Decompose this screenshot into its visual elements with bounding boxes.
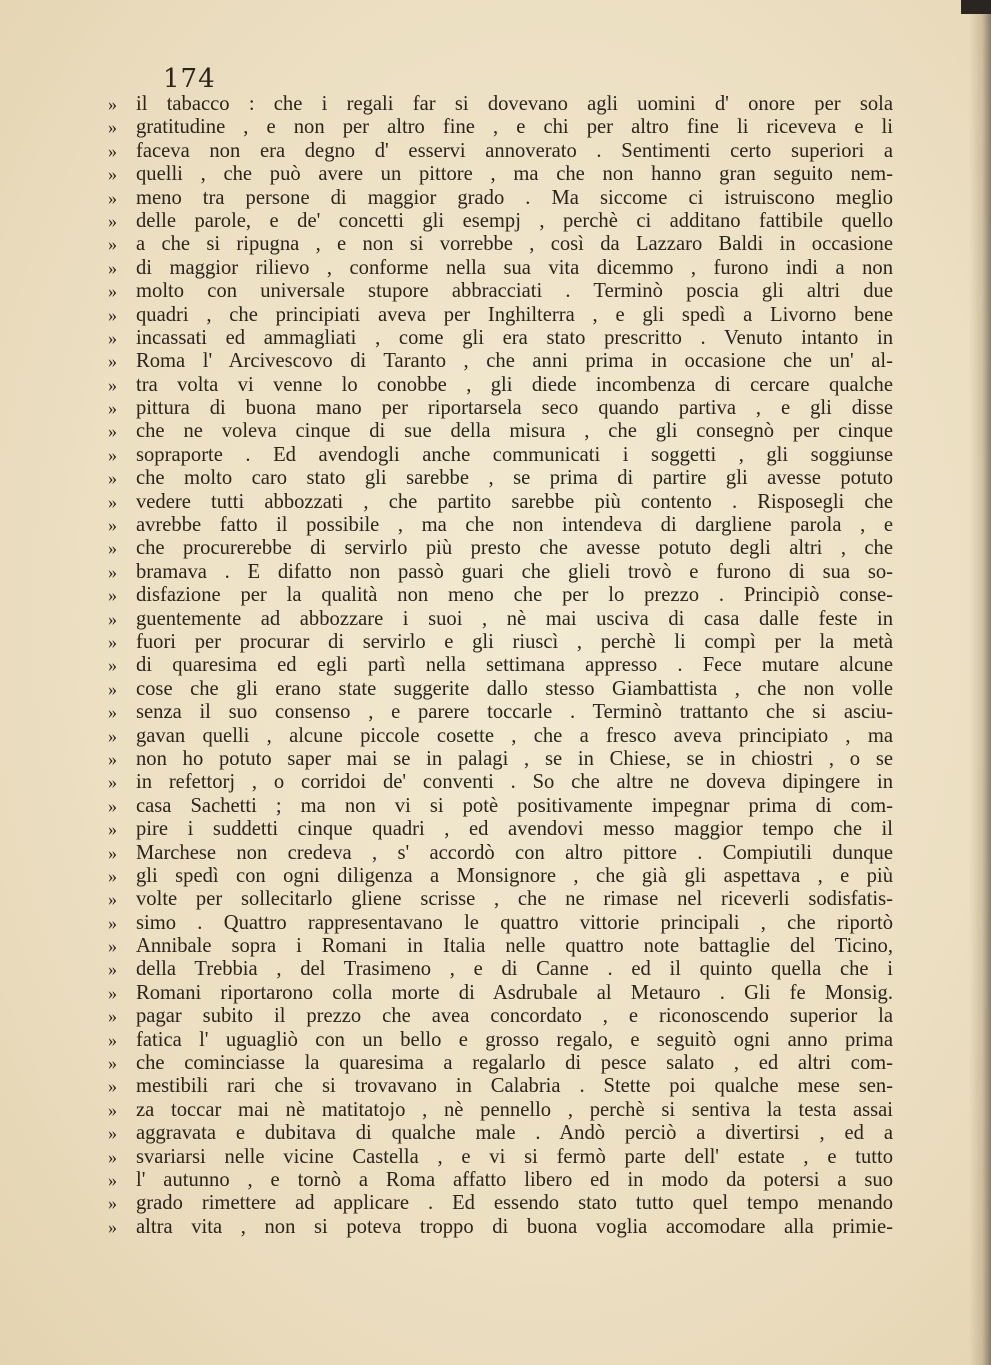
line-text: grado rimettere ad applicare . Ed essendo stato tutto quel tempo menando: [136, 1192, 893, 1215]
text-line: [108, 958, 893, 981]
line-text: senza il suo consenso , e parere toccarle . Terminò trattanto che si asciu-: [136, 701, 893, 724]
quote-mark: »: [108, 912, 117, 933]
line-text: quadri , che principiati aveva per Inghilterra , e gli spedì a Livorno bene: [136, 303, 893, 326]
line-text: disfazione per la qualità non meno che per lo prezzo . Principiò conse-: [136, 584, 893, 607]
text-line: [108, 1216, 893, 1239]
quote-mark: »: [108, 210, 117, 231]
quote-mark: »: [108, 304, 117, 325]
quote-mark: »: [108, 234, 117, 255]
text-line: [108, 795, 893, 818]
line-text: quelli , che può avere un pittore , ma che non hanno gran seguito nem-: [136, 163, 893, 186]
text-line: [108, 935, 893, 958]
text-line: [108, 280, 893, 303]
text-line: [108, 654, 893, 677]
text-line: [108, 514, 893, 537]
line-text: meno tra persone di maggior grado . Ma siccome ci istruiscono meglio: [136, 186, 893, 209]
text-line: [108, 491, 893, 514]
quote-mark: »: [108, 631, 117, 652]
text-line: [108, 771, 893, 794]
quote-mark: »: [108, 1123, 117, 1144]
line-text: aggravata e dubitava di qualche male . Andò perciò a divertirsi , ed a: [136, 1122, 893, 1145]
quote-mark: »: [108, 585, 117, 606]
line-text: bramava . E difatto non passò guari che glieli trovò e furono di sua so-: [136, 560, 893, 583]
quote-mark: »: [108, 889, 117, 910]
quote-mark: »: [108, 398, 117, 419]
quote-mark: »: [108, 374, 117, 395]
line-text: in refettorj , o corridoi de' conventi . So che altre ne doveva dipingere in: [136, 771, 893, 794]
line-text: gli spedì con ogni diligenza a Monsignore , che già gli aspettava , e più: [136, 864, 893, 887]
quote-mark: »: [108, 468, 117, 489]
text-line: [108, 748, 893, 771]
line-text: incassati ed ammagliati , come gli era stato prescritto . Venuto intanto in: [136, 326, 893, 349]
quote-mark: »: [108, 444, 117, 465]
quote-mark: »: [108, 1169, 117, 1190]
text-line: [108, 561, 893, 584]
line-text: cose che gli erano state suggerite dallo stesso Giambattista , che non volle: [136, 677, 893, 700]
line-text: mestibili rari che si trovavano in Calabria . Stette poi qualche mese sen-: [136, 1075, 893, 1098]
quote-mark: »: [108, 164, 117, 185]
quote-mark: »: [108, 257, 117, 278]
quote-mark: »: [108, 795, 117, 816]
quote-mark: »: [108, 982, 117, 1003]
line-text: altra vita , non si poteva troppo di buona voglia accomodare alla primie-: [136, 1215, 893, 1238]
text-line: [108, 327, 893, 350]
quote-mark: »: [108, 1053, 117, 1074]
quote-mark: »: [108, 281, 117, 302]
line-text: a che si ripugna , e non si vorrebbe , così da Lazzaro Baldi in occasione: [136, 233, 893, 256]
text-line: [108, 1029, 893, 1052]
line-text: gavan quelli , alcune piccole cosette , che a fresco aveva principiato , ma: [136, 724, 893, 747]
line-text: di maggior rilievo , conforme nella sua vita dicemmo , furono indi a non: [136, 256, 893, 279]
quote-mark: »: [108, 772, 117, 793]
text-line: [108, 912, 893, 935]
text-line: [108, 678, 893, 701]
text-line: [108, 116, 893, 139]
text-line: [108, 982, 893, 1005]
quote-mark: »: [108, 117, 117, 138]
quote-mark: »: [108, 748, 117, 769]
quote-mark: »: [108, 1006, 117, 1027]
quote-mark: »: [108, 1216, 117, 1237]
line-text: pagar subito il prezzo che avea concordato , e riconoscendo superior la: [136, 1005, 893, 1028]
quote-mark: »: [108, 94, 117, 114]
quote-mark: »: [108, 936, 117, 957]
line-text: guentemente ad abbozzare i suoi , nè mai usciva di casa dalle feste in: [136, 607, 893, 630]
line-text: che molto caro stato gli sarebbe , se prima di partire gli avesse potuto: [136, 467, 893, 490]
quote-mark: »: [108, 351, 117, 372]
quote-mark: »: [108, 819, 117, 840]
quote-mark: »: [108, 1029, 117, 1050]
line-text: che ne voleva cinque di sue della misura , che gli consegnò per cinque: [136, 420, 893, 443]
page-number: 174: [163, 64, 216, 94]
text-line: [108, 467, 893, 490]
scan-corner-mark: [961, 0, 991, 14]
line-text: svariarsi nelle vicine Castella , e vi si fermò parte dell' estate , e tutto: [136, 1145, 893, 1168]
quote-mark: »: [108, 187, 117, 208]
line-text: Annibale sopra i Romani in Italia nelle quattro note battaglie del Ticino,: [136, 935, 893, 958]
line-text: faceva non era degno d' esservi annoverato . Sentimenti certo superiori a: [136, 139, 893, 162]
line-text: molto con universale stupore abbracciati . Terminò poscia gli altri due: [136, 280, 893, 303]
text-line: [108, 350, 893, 373]
text-line: [108, 1052, 893, 1075]
line-text: volte per sollecitarlo gliene scrisse , che ne rimase nel riceverli sodisfatis-: [136, 888, 893, 911]
text-line: [108, 140, 893, 163]
text-line: [108, 93, 893, 116]
page-gutter-shadow: [969, 0, 991, 1365]
quote-mark: »: [108, 608, 117, 629]
quote-mark: »: [108, 1146, 117, 1167]
line-text: Marchese non credeva , s' accordò con altro pittore . Compiutili dunque: [136, 841, 893, 864]
quote-mark: »: [108, 491, 117, 512]
line-text: pittura di buona mano per riportarsela seco quando partiva , e gli disse: [136, 397, 893, 420]
text-line: [108, 842, 893, 865]
quote-mark: »: [108, 842, 117, 863]
quote-mark: »: [108, 725, 117, 746]
line-text: che cominciasse la quaresima a regalarlo di pesce salato , ed altri com-: [136, 1052, 893, 1075]
line-text: za toccar mai nè matitatojo , nè pennello , perchè si sentiva la testa assai: [136, 1098, 893, 1121]
text-line: [108, 420, 893, 443]
quote-mark: »: [108, 140, 117, 161]
text-line: [108, 374, 893, 397]
text-line: [108, 210, 893, 233]
text-line: [108, 631, 893, 654]
text-line: [108, 1192, 893, 1215]
line-text: che procurerebbe di servirlo più presto che avesse potuto degli altri , che: [136, 537, 893, 560]
line-text: delle parole, e de' concetti gli esempj , perchè ci additano fattibile quello: [136, 209, 893, 232]
quote-mark: »: [108, 327, 117, 348]
quote-mark: »: [108, 561, 117, 582]
text-line: [108, 233, 893, 256]
quote-mark: »: [108, 865, 117, 886]
line-text: pire i suddetti cinque quadri , ed avendovi messo maggior tempo che il: [136, 818, 893, 841]
text-line: [108, 537, 893, 560]
line-text: Roma l' Arcivescovo di Taranto , che anni prima in occasione che un' al-: [136, 350, 893, 373]
line-text: tra volta vi venne lo conobbe , gli diede incombenza di cercare qualche: [136, 373, 893, 396]
line-text: sopraporte . Ed avendogli anche communicati i soggetti , gli soggiunse: [136, 443, 893, 466]
text-line: [108, 1169, 893, 1192]
text-line: [108, 257, 893, 280]
line-text: simo . Quattro rappresentavano le quattro vittorie principali , che riportò: [136, 911, 893, 934]
text-line: [108, 1005, 893, 1028]
quote-mark: »: [108, 1193, 117, 1214]
text-line: [108, 725, 893, 748]
quote-mark: »: [108, 678, 117, 699]
quote-mark: »: [108, 1099, 117, 1120]
text-line: [108, 444, 893, 467]
text-line: [108, 1075, 893, 1098]
body-text: [108, 93, 893, 1239]
text-line: [108, 187, 893, 210]
quote-mark: »: [108, 538, 117, 559]
text-line: [108, 163, 893, 186]
quote-mark: »: [108, 655, 117, 676]
line-text: avrebbe fatto il possibile , ma che non intendeva di dargliene parola , e: [136, 514, 893, 537]
quote-mark: »: [108, 515, 117, 536]
text-line: [108, 701, 893, 724]
text-line: [108, 1122, 893, 1145]
line-text: fatica l' uguagliò con un bello e grosso regalo, e seguitò ogni anno prima: [136, 1028, 893, 1051]
quote-mark: »: [108, 1076, 117, 1097]
line-text: fuori per procurar di servirlo e gli riuscì , perchè li compì per la metà: [136, 630, 893, 653]
line-text: gratitudine , e non per altro fine , e chi per altro fine li riceveva e li: [136, 116, 893, 139]
text-line: [108, 1146, 893, 1169]
text-line: [108, 397, 893, 420]
line-text: l' autunno , e tornò a Roma affatto libero ed in modo da potersi a suo: [136, 1168, 893, 1191]
text-line: [108, 1099, 893, 1122]
quote-mark: »: [108, 702, 117, 723]
line-text: il tabacco : che i regali far si dovevano agli uomini d' onore per sola: [136, 93, 893, 115]
line-text: Romani riportarono colla morte di Asdrubale al Metauro . Gli fe Monsig.: [136, 981, 893, 1004]
quote-mark: »: [108, 421, 117, 442]
text-line: [108, 304, 893, 327]
line-text: vedere tutti abbozzati , che partito sarebbe più contento . Risposegli che: [136, 490, 893, 513]
line-text: non ho potuto saper mai se in palagi , se in Chiese, se in chiostri , o se: [136, 747, 893, 770]
text-line: [108, 584, 893, 607]
text-line: [108, 818, 893, 841]
quote-mark: »: [108, 959, 117, 980]
text-line: [108, 888, 893, 911]
line-text: di quaresima ed egli partì nella settimana appresso . Fece mutare alcune: [136, 654, 893, 677]
text-line: [108, 608, 893, 631]
text-line: [108, 865, 893, 888]
line-text: della Trebbia , del Trasimeno , e di Canne . ed il quinto quella che i: [136, 958, 893, 981]
line-text: casa Sachetti ; ma non vi si potè positivamente impegnar prima di com-: [136, 794, 893, 817]
